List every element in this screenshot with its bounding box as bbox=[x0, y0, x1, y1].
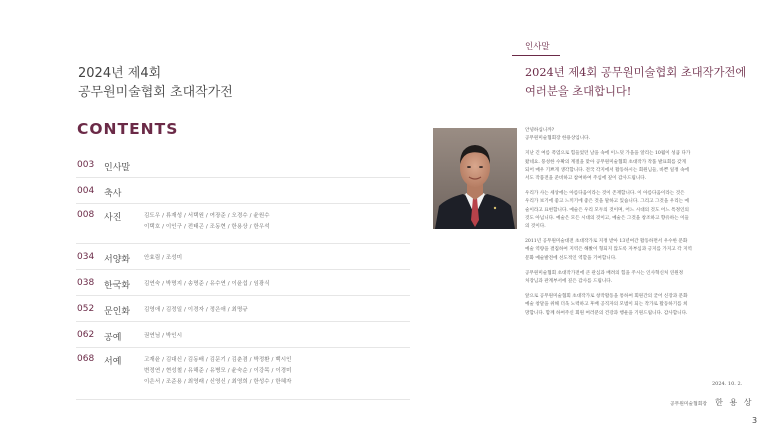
exhibition-title bbox=[78, 64, 233, 102]
toc-row bbox=[76, 178, 410, 204]
greeting-paragraph: 앞으로 공무원미술협회 초대작가로 창작활동을 통하여 회원간의 굳어 신장과 문화 예술 창달을 위해 더욱 노력하고 후배 공직자의 모범이 되는 작가로 활동하기를 희 망합니다. 함께 하여주신 회원 여러분의 건강과 행운을 기원드립니다. 감사합니다. bbox=[525, 294, 688, 316]
toc-page-number: 052 bbox=[77, 304, 95, 314]
toc-section-title: 인사말 bbox=[104, 163, 131, 173]
contents-heading: CONTENTS bbox=[77, 120, 179, 138]
toc-page-number: 008 bbox=[77, 210, 95, 220]
toc-section-title: 문인화 bbox=[104, 307, 131, 317]
toc-section-title: 공예 bbox=[104, 333, 122, 343]
toc-artist-names bbox=[144, 160, 410, 161]
toc-artist-line: 김영애 / 김정일 / 이경자 / 정은애 / 최명규 bbox=[144, 307, 248, 313]
toc-page-number: 003 bbox=[77, 160, 95, 170]
toc-artist-names bbox=[144, 330, 410, 342]
greeting-paragraph: 공무원미술협회 초대작가전에 큰 관심과 배려의 힘을 주시는 인사혁신처 연원정 처장님과 관계부서에 깊은 감사를 드립니다. bbox=[525, 270, 684, 285]
toc-page-number: 034 bbox=[77, 252, 95, 262]
signature-date: 2024. 10. 2. bbox=[712, 381, 743, 387]
toc-artist-line: 김도우 / 류재성 / 서택원 / 여장준 / 오경수 / 윤원수 bbox=[144, 213, 270, 219]
greeting-title bbox=[525, 63, 746, 101]
greeting-title-line2: 여러분을 초대합니다! bbox=[525, 85, 632, 98]
toc-artist-names bbox=[144, 278, 410, 290]
toc-artist-line: 이은서 / 조준용 / 최영래 / 신영신 / 최영희 / 한성수 / 한혜자 bbox=[144, 379, 292, 385]
toc-row bbox=[76, 322, 410, 348]
toc-artist-names bbox=[144, 304, 410, 316]
toc-page-number: 038 bbox=[77, 278, 95, 288]
greeting-body bbox=[525, 127, 740, 325]
toc-artist-names bbox=[144, 186, 410, 187]
portrait-photo-icon bbox=[433, 128, 517, 229]
toc-page-number: 068 bbox=[77, 354, 95, 364]
page-number: 3 bbox=[752, 416, 758, 425]
greeting-title-line1: 2024년 제4회 공무원미술협회 초대작가전에 bbox=[525, 66, 747, 79]
toc-row bbox=[76, 244, 410, 270]
toc-artist-line: 안효림 / 조성미 bbox=[144, 255, 183, 261]
toc-page-number: 062 bbox=[77, 330, 95, 340]
toc-row bbox=[76, 348, 410, 400]
greeting-paragraph: 2011년 공무원미술대전 초대작가로 지정 받아 13년여간 활동하면서 우수한 문화 예술 역량을 결집하여 지역은 해봤이 형되지 않도록 자부심과 긍지를 가지고 각 지역 문화 예술발전에 선도적인 역할을 기여합니다. bbox=[525, 239, 692, 261]
toc-artist-names bbox=[144, 252, 410, 264]
toc-section-title: 서양화 bbox=[104, 255, 131, 265]
toc-page-number: 004 bbox=[77, 186, 95, 196]
table-of-contents bbox=[76, 152, 410, 400]
signer-organization: 공무원미술협회장 bbox=[670, 402, 708, 407]
section-label: 인사말 bbox=[525, 42, 550, 52]
toc-section-title: 축사 bbox=[104, 189, 122, 199]
toc-section-title: 서예 bbox=[104, 357, 122, 367]
toc-row bbox=[76, 296, 410, 322]
toc-artist-line: 김연숙 / 박명지 / 송명준 / 유수연 / 이윤섭 / 임광식 bbox=[144, 281, 270, 287]
toc-section-title: 한국화 bbox=[104, 281, 131, 291]
exhibition-title-line2: 공무원미술협회 초대작가전 bbox=[78, 85, 233, 100]
toc-row bbox=[76, 204, 410, 244]
toc-artist-line: 고재윤 / 김대신 / 김동배 / 김문기 / 김춘겸 / 박정환 / 백시인 bbox=[144, 357, 292, 363]
toc-artist-line: 이택호 / 이인구 / 전태곤 / 조동현 / 한용상 / 한우석 bbox=[144, 224, 270, 230]
toc-row bbox=[76, 270, 410, 296]
signature-block bbox=[670, 390, 753, 409]
toc-artist-names bbox=[144, 210, 410, 233]
toc-section-title: 사진 bbox=[104, 213, 122, 223]
exhibition-title-line1: 2024년 제4회 bbox=[78, 66, 162, 81]
toc-artist-names bbox=[144, 354, 410, 388]
greeting-paragraph: 우리가 사는 세상에는 아름다움이라는 것이 존재합니다. 이 아름다움이라는 것은 우리가 보기에 좋고 느끼기에 좋은 것을 말하고 있습니다. 그리고 그것을 우리는 예 술이라고 표현합니다. 예술은 우리 모두의 것이며, 어느 시대의 것도 어느 특정인의 것도 아닙니다. 예술은 모든 시대의 것이고, 예술은 그것을 창조하고 향유하는 이들 의 것이다. bbox=[525, 191, 689, 230]
toc-row bbox=[76, 152, 410, 178]
toc-artist-line: 권연님 / 박인시 bbox=[144, 333, 183, 339]
greeting-paragraph: 안녕하십니까? 공무원미술협회장 한용상입니다. bbox=[525, 128, 591, 142]
section-label-underline bbox=[512, 55, 560, 56]
signer-name: 한 용 상 bbox=[715, 398, 754, 407]
greeting-paragraph: 지난 긴 여름 폭염으로 힘들었던 날을 속에 이느덧 가을을 알리는 10월이 성큼 다가 왔네요. 풍성한 수확의 계절을 맞아 공무원미술협회 초대작가 작품 발표회를 갖게 되어 매우 기쁘게 생각합니다. 전국 각지에서 활동하시는 회원님들, 바쁜 일정 속에 서도 작품전을 준비하고 참여하여 주심에 깊이 감사드립니다. bbox=[525, 151, 691, 182]
president-portrait-photo bbox=[433, 128, 517, 229]
toc-artist-line: 변정연 / 현성철 / 유해준 / 유병모 / 윤숙순 / 이강목 / 이경미 bbox=[144, 368, 292, 374]
